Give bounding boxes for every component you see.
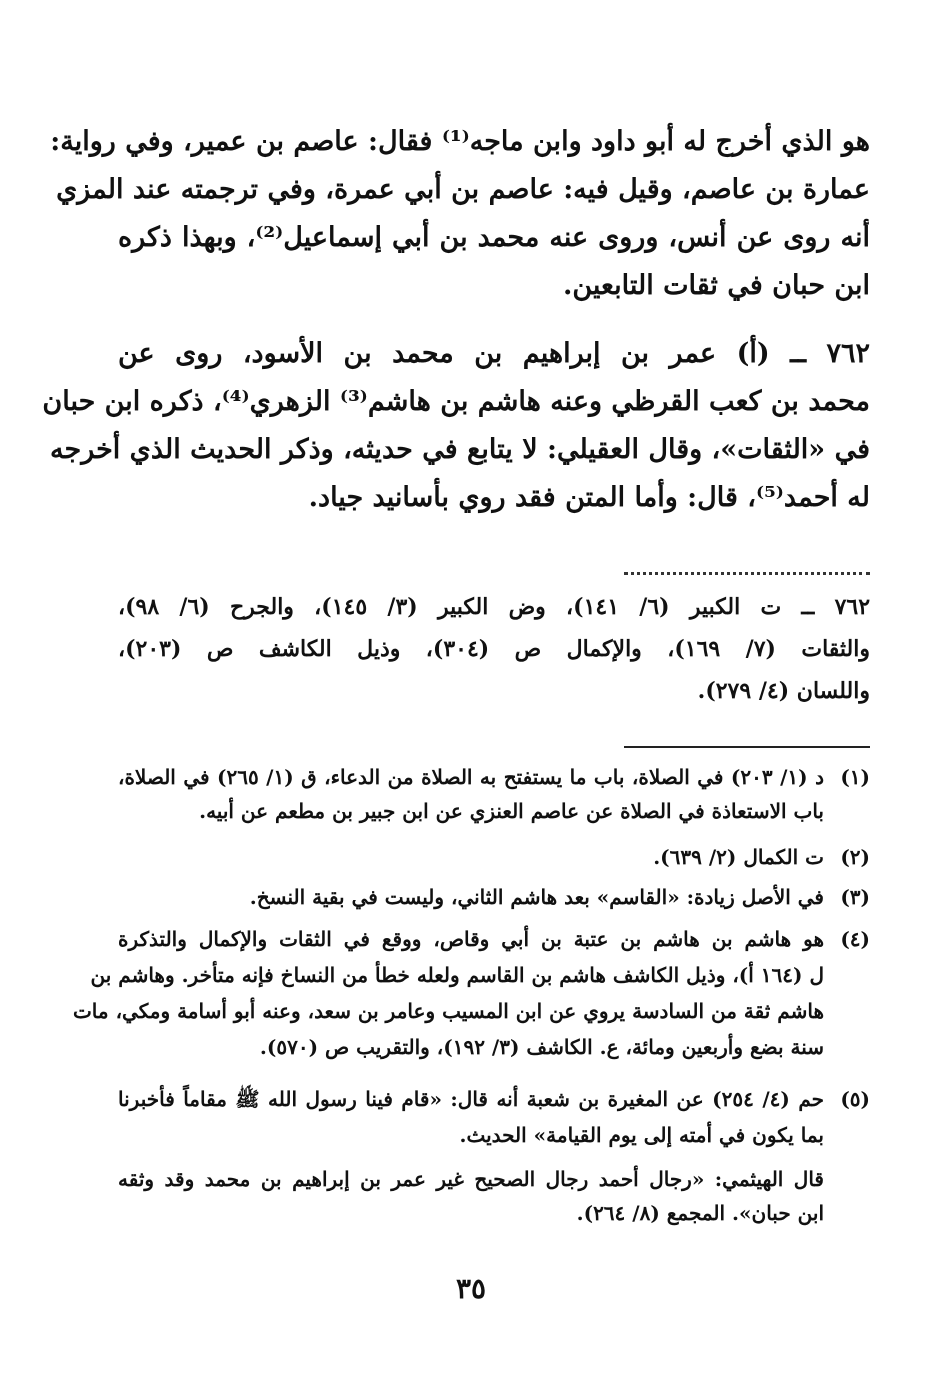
footnote-5 <box>118 1082 824 1232</box>
footnote-4 <box>72 922 824 1066</box>
text-line: بما يكون في أمته إلى يوم القيامة» الحديث. <box>459 1123 824 1147</box>
text-line: أنه روى عن أنس، وروى عنه محمد بن أبي إسماعيل⁽²⁾، وبهذا ذكره <box>118 222 870 253</box>
text-line: هو الذي أخرج له أبو داود وابن ماجه⁽¹⁾ فقال: عاصم بن عمير، وفي رواية: <box>50 126 870 157</box>
page-number: ٣٥ <box>455 1272 487 1305</box>
text-line: د (١/ ٢٠٣) في الصلاة، باب ما يستفتح به الصلاة من الدعاء، ق (١/ ٢٦٥) في الصلاة، <box>118 765 824 789</box>
text-line: هاشم ثقة من السادسة يروي عن ابن المسيب وعامر بن سعد، وعنه أبو أسامة ومكي، مات <box>72 999 824 1023</box>
text-line: له أحمد⁽⁵⁾، قال: وأما المتن فقد روي بأسانيد جياد. <box>308 482 870 513</box>
footnote-number: (٥) <box>840 1087 870 1111</box>
text-line: ٧٦٢ ــ ت الكبير (٦/ ١٤١)، وض الكبير (٣/ ١٤٥)، والجرح (٦/ ٩٨)، <box>118 594 871 620</box>
footnote-number: (١) <box>840 765 870 789</box>
text-line: في «الثقات»، وقال العقيلي: لا يتابع في حديثه، وذكر الحديث الذي أخرجه <box>50 434 870 465</box>
text-line: ابن حبان». المجمع (٨/ ٢٦٤). <box>576 1201 824 1225</box>
text-line: محمد بن كعب القرظي وعنه هاشم بن هاشم⁽³⁾ الزهري⁽⁴⁾، ذكره ابن حبان <box>42 386 870 417</box>
text-line: سنة بضع وأربعين ومائة، ع. الكاشف (٣/ ١٩٢)، والتقريب ص (٥٧٠). <box>259 1035 824 1059</box>
text-line: باب الاستعاذة في الصلاة عن عاصم العنزي عن ابن جبير بن مطعم عن أبيه. <box>199 799 824 823</box>
footnote-number: (٤) <box>840 927 870 951</box>
footnote-1 <box>118 760 824 828</box>
text-line: ٧٦٢ ــ (أ) عمر بن إبراهيم بن محمد بن الأسود، روى عن <box>118 338 870 369</box>
dotted-separator <box>624 562 870 575</box>
text-line: واللسان (٤/ ٢٧٩). <box>697 678 870 704</box>
footnote-rule <box>624 746 870 748</box>
text-line: حم (٤/ ٢٥٤) عن المغيرة بن شعبة أنه قال: «قام فينا رسول الله ﷺ مقاماً فأخبرنا <box>118 1087 824 1111</box>
footnote-number: (٣) <box>840 885 870 909</box>
text-line: والثقات (٧/ ١٦٩)، والإكمال ص (٣٠٤)، وذيل الكاشف ص (٢٠٣)، <box>118 636 870 662</box>
text-line: في الأصل زيادة: «القاسم» بعد هاشم الثاني، وليست في بقية النسخ. <box>249 885 824 909</box>
text-line: ل (١٦٤ أ)، وذيل الكاشف هاشم بن القاسم ولعله خطأ من النساخ فإنه متأخر. وهاشم بن <box>90 963 824 987</box>
text-line: هو هاشم بن هاشم بن عتبة بن أبي وقاص، ووقع في الثقات والإكمال والتذكرة <box>118 927 824 951</box>
footnote-number: (٢) <box>840 845 870 869</box>
paragraph-1 <box>50 118 870 310</box>
text-line: ت الكمال (٢/ ٦٣٩). <box>653 845 824 869</box>
text-line: ابن حبان في ثقات التابعين. <box>562 270 870 301</box>
footnote-3 <box>118 880 824 914</box>
paragraph-entry-762 <box>42 330 870 522</box>
text-line: قال الهيثمي: «رجال أحمد رجال الصحيح غير عمر بن إبراهيم بن محمد وقد وثقه <box>118 1167 824 1191</box>
source-references <box>118 586 870 712</box>
text-line: عمارة بن عاصم، وقيل فيه: عاصم بن أبي عمرة، وفي ترجمته عند المزي <box>56 174 870 205</box>
footnote-2 <box>118 840 824 874</box>
